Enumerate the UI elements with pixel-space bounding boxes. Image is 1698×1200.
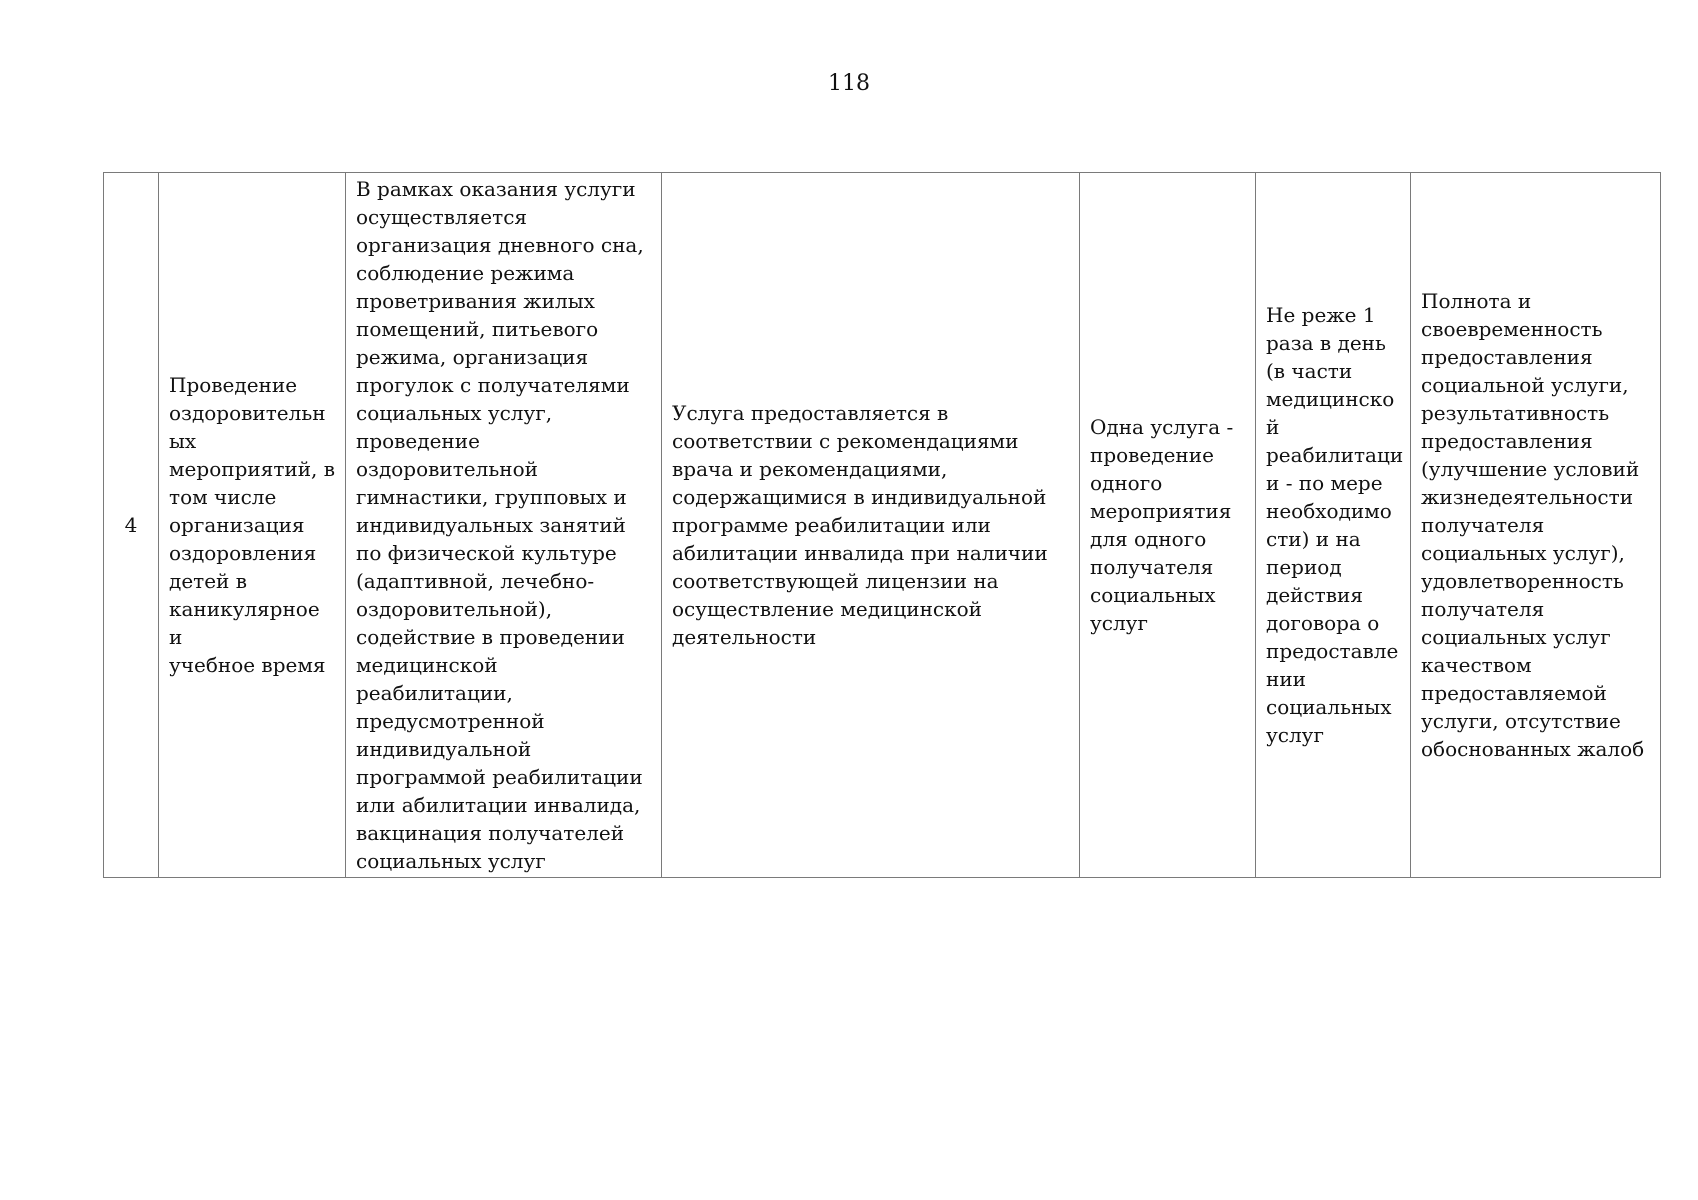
row-number-cell: 4: [104, 173, 159, 878]
service-name-cell: Проведение оздоровительн ых мероприятий, в том числе организация оздоровления детей в каникулярное и учебное время: [159, 173, 346, 878]
service-conditions-cell: Услуга предоставляется в соответствии с рекомендациями врача и рекомендациями, содержащимися в индивидуальной программе реабилитации или абилитации инвалида при наличии соответствующей лицензии на осуществление медицинской деятельности: [662, 173, 1080, 878]
service-unit-cell: Одна услуга - проведение одного мероприятия для одного получателя социальных услуг: [1080, 173, 1256, 878]
page-number: 118: [828, 71, 870, 96]
service-frequency-cell: Не реже 1 раза в день (в части медицинско й реабилитаци и - по мере необходимо сти) и на период действия договора о предоставле нии социальных услуг: [1256, 173, 1411, 878]
table-row: [104, 173, 1661, 878]
service-quality-cell: Полнота и своевременность предоставления социальной услуги, результативность предоставления (улучшение условий жизнедеятельности получателя социальных услуг), удовлетворенность получателя социальных услуг качеством предоставляемой услуги, отсутствие обоснованных жалоб: [1411, 173, 1661, 878]
services-table: [103, 172, 1661, 878]
service-description-cell: В рамках оказания услуги осуществляется организация дневного сна, соблюдение режима проветривания жилых помещений, питьевого режима, организация прогулок с получателями социальных услуг, проведение оздоровительной гимнастики, групповых и индивидуальных занятий по физической культуре (адаптивной, лечебно- оздоровительной), содействие в проведении медицинской реабилитации, предусмотренной индивидуальной программой реабилитации или абилитации инвалида, вакцинация получателей социальных услуг: [346, 173, 662, 878]
